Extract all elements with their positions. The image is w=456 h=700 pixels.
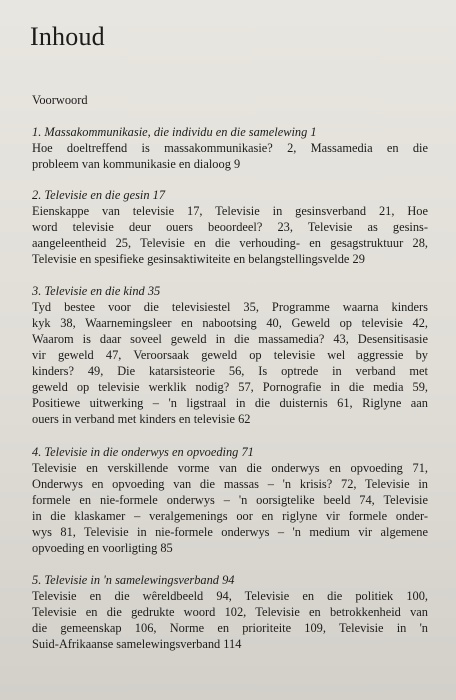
toc-line: formele en nie-formele onderwys – 'n oorsigtelike beeld 74, Televisie — [32, 493, 428, 507]
toc-line: Eienskappe van televisie 17, Televisie in gesinsverband 21, Hoe — [32, 204, 428, 218]
toc-line: Tyd bestee voor die televisiestel 35, Programme waarna kinders — [32, 300, 428, 314]
toc-line: aangeleentheid 25, Televisie en die verhouding- en gesagstruktuur 28, — [32, 236, 428, 250]
toc-line: Suid-Afrikaanse samelewingsverband 114 — [32, 637, 242, 651]
toc-line: word televisie deur ouers beoordeel? 23, Televisie as gesins- — [32, 220, 428, 234]
toc-section-3 — [32, 283, 428, 427]
toc-line: wys 81, Televisie in nie-formele onderwys – 'n medium vir algemene — [32, 525, 428, 539]
toc-line: geweld op televisie werklik nodig? 57, Pornografie in die media 59, — [32, 380, 428, 394]
toc-line: opvoeding en voorligting 85 — [32, 541, 173, 555]
toc-section-4 — [32, 444, 428, 556]
toc-line: Televisie en die gedrukte woord 102, Televisie en betrokkenheid van — [32, 605, 428, 619]
section-heading: 5. Televisie in 'n samelewingsverband 94 — [32, 573, 235, 587]
toc-line: Hoe doeltreffend is massakommunikasie? 2, Massamedia en die — [32, 141, 428, 155]
toc-line: in die klaskamer – veralgemenings oor en riglyne vir formele onder- — [32, 509, 428, 523]
toc-line: Waarom is daar soveel geweld in die massamedia? 43, Desensitisasie — [32, 332, 428, 346]
toc-line: Onderwys en opvoeding van die massas – 'n krisis? 72, Televisie in — [32, 477, 428, 491]
toc-line: Positiewe uitwerking – 'n ligstraal in die duisternis 61, Riglyne aan — [32, 396, 428, 410]
toc-line: vir geweld 47, Veroorsaak geweld op televisie wel aggressie by — [32, 348, 428, 362]
toc-section-5 — [32, 572, 428, 652]
toc-line: die gemeenskap 106, Norme en prioriteite 109, Televisie in 'n — [32, 621, 428, 635]
section-heading: 4. Televisie in die onderwys en opvoeding 71 — [32, 445, 254, 459]
toc-line: kinders? 49, Die katarsisteorie 56, Is optrede in verband met — [32, 364, 428, 378]
toc-line: ouers in verband met kinders en televisie 62 — [32, 412, 251, 426]
toc-line: probleem van kommunikasie en dialoog 9 — [32, 157, 241, 171]
foreword-entry: Voorwoord — [32, 93, 88, 107]
section-heading: 2. Televisie en die gesin 17 — [32, 188, 166, 202]
section-heading: 1. Massakommunikasie, die individu en die samelewing 1 — [32, 125, 317, 139]
toc-line: Televisie en die wêreldbeeld 94, Televisie en die politiek 100, — [32, 589, 428, 603]
toc-line: Televisie en spesifieke gesinsaktiwiteite en belangstellingsvelde 29 — [32, 252, 365, 266]
page-title: Inhoud — [30, 22, 105, 51]
toc-line: kyk 38, Waarnemingsleer en nabootsing 40, Geweld op televisie 42, — [32, 316, 428, 330]
section-heading: 3. Televisie en die kind 35 — [32, 284, 161, 298]
toc-section-2 — [32, 187, 428, 267]
toc-section-1 — [32, 124, 428, 172]
toc-line: Televisie en verskillende vorme van die onderwys en opvoeding 71, — [32, 461, 428, 475]
